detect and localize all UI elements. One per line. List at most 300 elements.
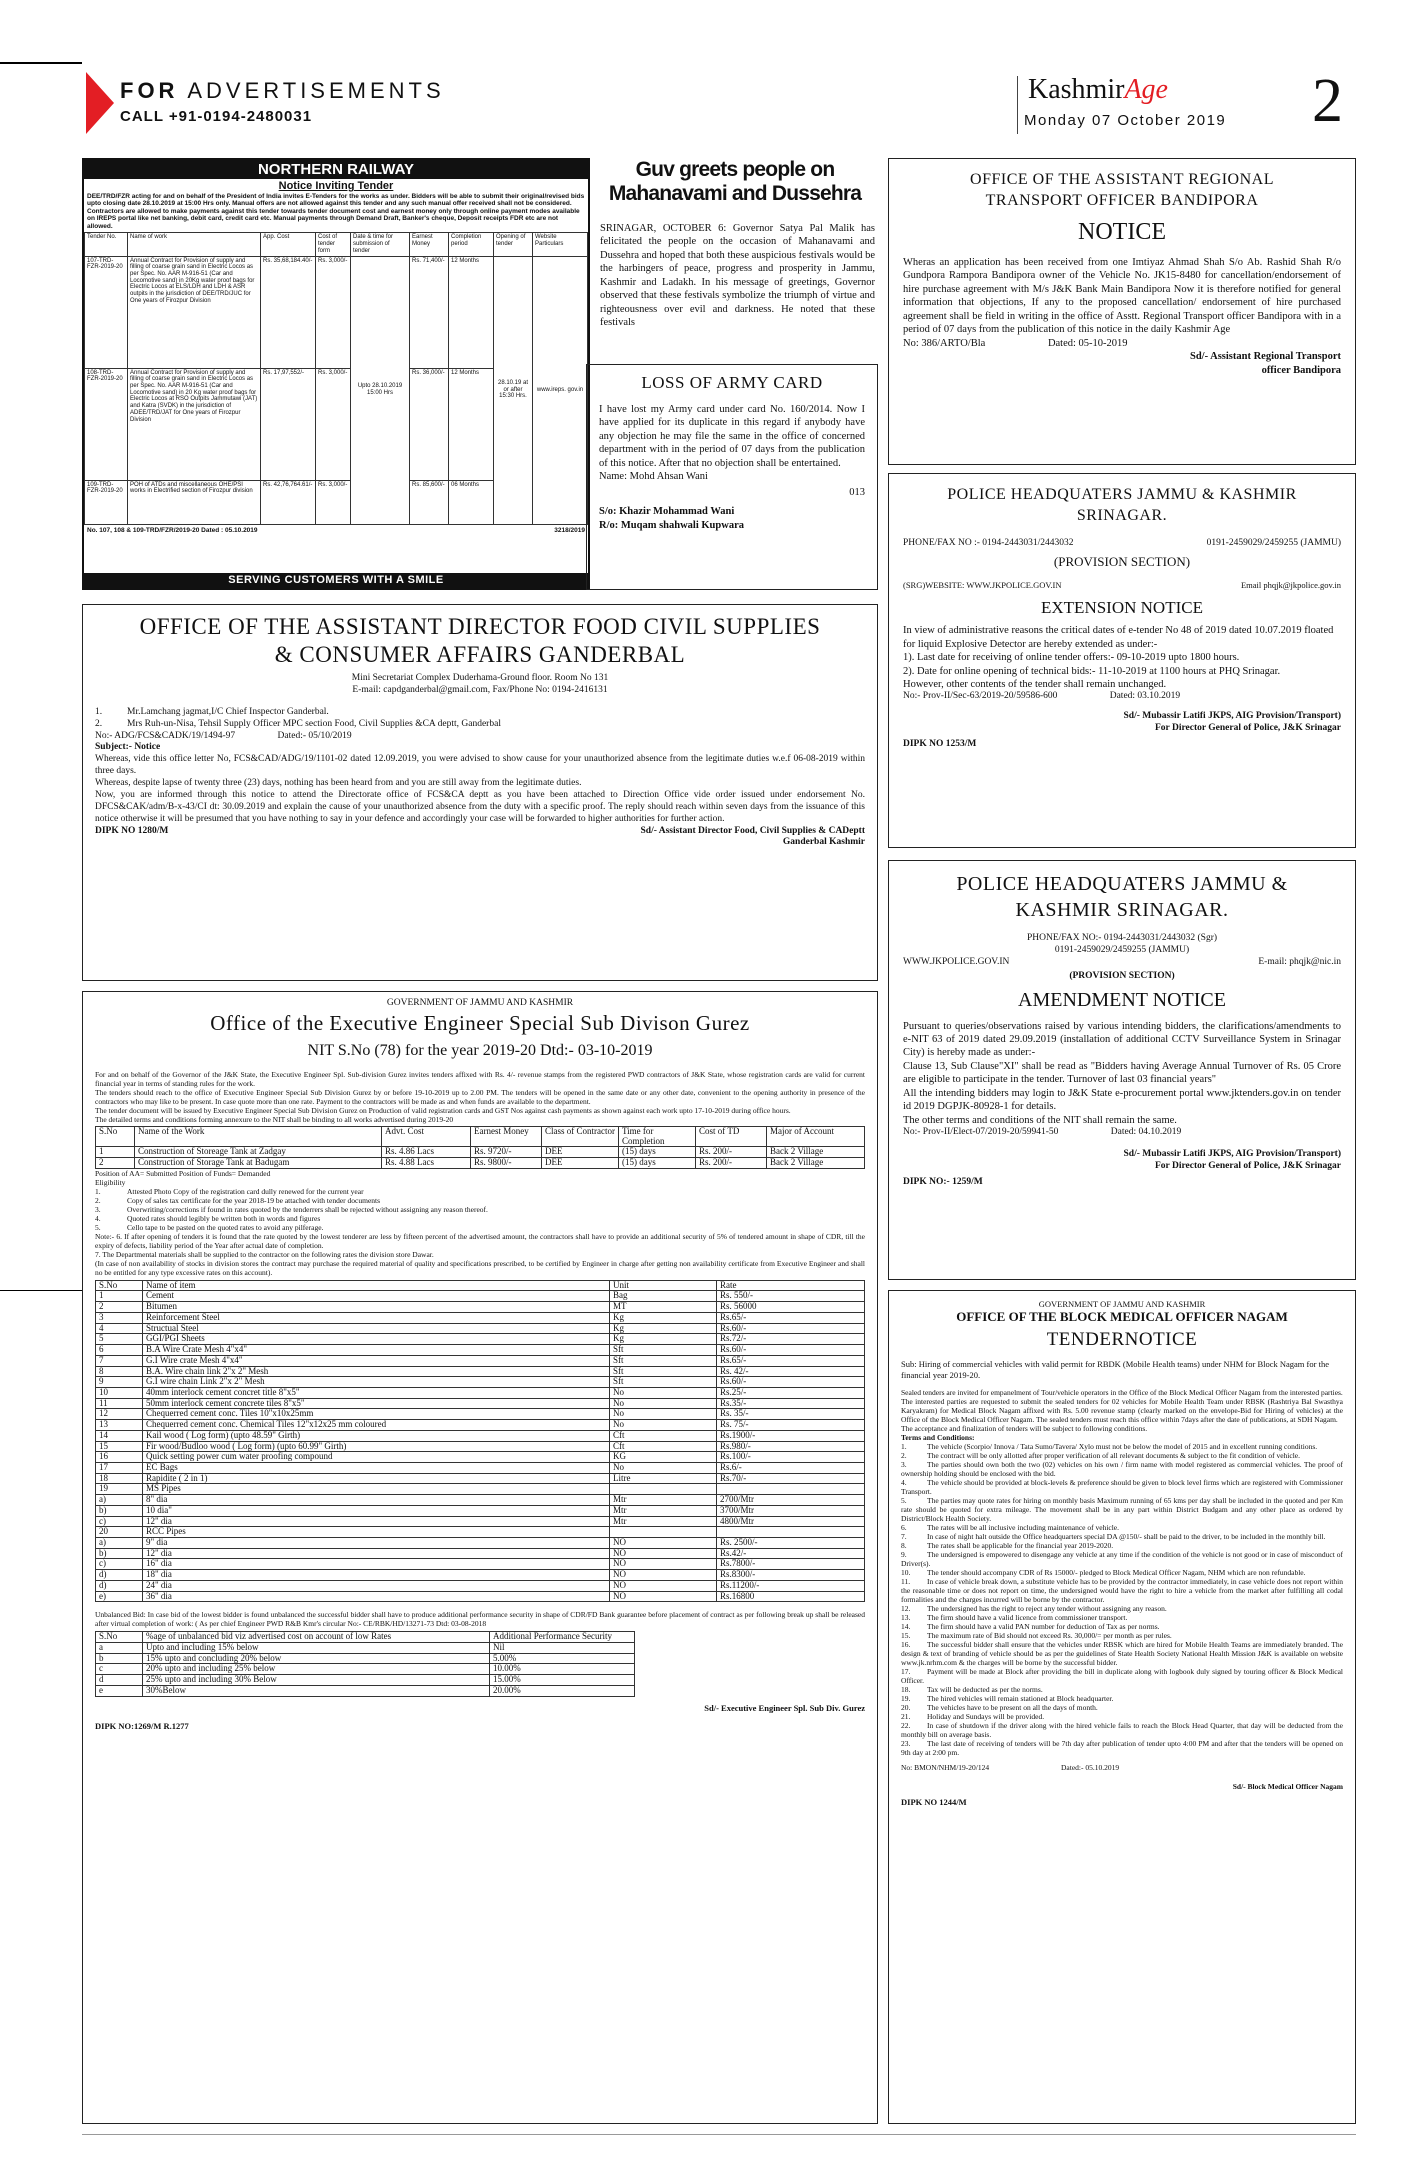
list-item	[901, 1631, 1343, 1640]
rh-5: Earnest Money	[410, 233, 449, 256]
rr2-period: 06 Months	[449, 480, 494, 524]
w1-2: Rs. 4.88 Lacs	[382, 1158, 471, 1169]
list-item	[901, 1685, 1343, 1694]
gurez-ub_rows-4-1: 30%Below	[143, 1685, 490, 1696]
rr2-form: Rs. 3,000/-	[316, 480, 351, 524]
gurez-materials-22-0: 20	[96, 1527, 143, 1538]
gurez-ub_rows-4-2: 20.00%	[490, 1685, 635, 1696]
food-no: No:- ADG/FCS&CADK/19/1494-97	[95, 730, 236, 741]
gurez-ub_rows-2-2: 10.00%	[490, 1664, 635, 1675]
guv-body: SRINAGAR, OCTOBER 6: Governor Satya Pal Malik has felicitated the people on the occasion of Mahanavami and Dussehra and hoped that both these auspicious festivals would be the harbingers of peace, progress and prosperity in Jammu, Kashmir and Ladakh. In his message of greetings, Governor observed that these festivals symbolize the triumph of virtue and righteousness over evil and darkness. He noted that these festivals	[600, 223, 875, 329]
rh-1: Name of work	[128, 233, 261, 256]
rh-4: Date & time for submission of tender	[351, 233, 410, 256]
wh-1: Name of the Work	[135, 1126, 382, 1146]
w1-6: Rs. 200/-	[696, 1158, 767, 1169]
bmo-term-num: 23.	[901, 1739, 911, 1749]
arto-sign1: Sd/- Assistant Regional Transport	[1189, 351, 1341, 363]
food-title: OFFICE OF THE ASSISTANT DIRECTOR FOOD CIVIL SUPPLIES & CONSUMER AFFAIRS GANDERBAL	[139, 614, 821, 667]
bmo-govt: GOVERNMENT OF JAMMU AND KASHMIR	[1038, 1299, 1206, 1309]
table-row	[96, 1484, 865, 1495]
food-dipk: DIPK NO 1280/M	[95, 825, 169, 836]
table-row	[96, 1527, 865, 1538]
gurez-materials-6-1: G.I Wire crate Mesh 4"x4"	[143, 1355, 610, 1366]
bmo-term-num: 14.	[901, 1622, 911, 1632]
el1-n: 2.	[95, 1195, 101, 1205]
railway-intro: DEE/TRD/FZR acting for and on behalf of the President of India invites E-Tenders for the works as under. Bidders will be able to submit their original/revised bids upto closing date 28.10.2019 at 15:00 Hrs only. Manual offers are not allowed against this tender and any such manual offer received shall not be considered. Contractors are allowed to make payments against this tender towards tender document cost and earnest money only through online payment modes available on IREPS portal like net banking, debit card, credit card etc. Manual payments through Demand Draft, Banker's cheque, Deposit receipts FDR etc are not allowed.	[87, 193, 585, 230]
list-item	[901, 1496, 1343, 1523]
gurez-materials-1-3: Rs. 56000	[717, 1302, 865, 1313]
bmo-term-num: 4.	[901, 1478, 907, 1488]
food-l1-t: Mrs Ruh-un-Nisa, Tehsil Supply Officer MPC section Food, Civil Supplies &CA deptt, Ganderbal	[127, 718, 501, 729]
gurez-materials-7-0: 8	[96, 1366, 143, 1377]
gurez-materials-4-2: Kg	[610, 1334, 717, 1345]
ads-word: ADVERTISEMENTS	[187, 78, 445, 103]
rr0-form: Rs. 3,000/-	[316, 256, 351, 368]
gurez-materials-19-2: Mtr	[610, 1495, 717, 1506]
gurez-materials-12-3: Rs. 75/-	[717, 1420, 865, 1431]
gurez-materials-0-1: Cement	[143, 1291, 610, 1302]
arto-notice-ad	[888, 158, 1356, 465]
rr1-work: Annual Contract for Provision of supply and filling of coarse grain sand in Electric Locos as per Spec. No. AAR M-916-51 (Car and Locomotive sand) in 20 Kg water proof bags for Electric Locos at RSO Outpits Jammutawi (JAT) and Katra (SVDK) in the jurisdiction of ADEE/TRD/JAT for One years of Firozpur Division	[128, 368, 261, 480]
table-row	[96, 1570, 865, 1581]
for-word: FOR	[120, 78, 179, 103]
police1-no: No:- Prov-II/Sec-63/2019-20/59586-600	[903, 691, 1058, 702]
gurez-title: Office of the Executive Engineer Special Sub Divison Gurez	[210, 1010, 750, 1035]
gurez-materials-1-0: 2	[96, 1302, 143, 1313]
gurez-materials-19-3: 2700/Mtr	[717, 1495, 865, 1506]
arto-title: OFFICE OF THE ASSISTANT REGIONAL TRANSPORT OFFICER BANDIPORA	[970, 171, 1274, 209]
list-item	[901, 1523, 1343, 1532]
gurez-materials-25-3: Rs.7800/-	[717, 1559, 865, 1570]
bmo-term-num: 7.	[901, 1532, 907, 1542]
table-row	[96, 1675, 635, 1686]
gurez-materials-5-1: B.A Wire Crate Mesh 4"x4"	[143, 1345, 610, 1356]
bmo-term-num: 19.	[901, 1694, 911, 1704]
el0-t: Attested Photo Copy of the registration card dully renewed for the current year	[127, 1186, 364, 1196]
table-row	[96, 1591, 865, 1602]
bmo-term-num: 22.	[901, 1721, 911, 1731]
gurez-materials-13-3: Rs.1900/-	[717, 1430, 865, 1441]
table-row	[96, 1398, 865, 1409]
wh-0: S.No	[96, 1126, 135, 1146]
police2-p3: All the intending bidders may login to J&K State e-procurement portal www.jktenders.gov.in on tender id 2019 DGPJK-80928-1 for details.	[903, 1087, 1341, 1113]
page-number: 2	[1312, 67, 1343, 135]
gurez-materials-4-3: Rs.72/-	[717, 1334, 865, 1345]
gurez-elig-list	[95, 1187, 865, 1232]
railway-header: NORTHERN RAILWAY	[84, 160, 588, 179]
rr1-em: Rs. 36,000/-	[410, 368, 449, 480]
rr0-cost: Rs. 35,68,184.40/-	[261, 256, 316, 368]
gurez-ub_rows-0-0: a	[96, 1643, 143, 1654]
table-row	[85, 256, 588, 368]
gurez-dipk: DIPK NO:1269/M R.1277	[95, 1720, 189, 1731]
bmo-term-text: The last date of receiving of tenders will be 7th day after publication of tender upto 4:00 PM and after that the tenders will be opened on 9th day at 2:00 pm.	[901, 1739, 1343, 1758]
gurez-materials-11-1: Chequerred cement conc. Tiles 10"x10x25mm	[143, 1409, 610, 1420]
gurez-materials-17-3: Rs.70/-	[717, 1473, 865, 1484]
rr0-work: Annual Contract for Provision of supply and filling of coarse grain sand in Electric Locos as per Spec. No. AAR M-916-51 (Car and Locomotive sand) in 20Kg water proof bags for Electric Locos at ELS/LDH and LDH & ASR outpits in the jurisdiction of DEE/TRD/JUC for One years of Firozpur Division	[128, 256, 261, 368]
list-item	[95, 1214, 865, 1223]
gurez-position: Position of AA= Submitted Position of Funds= Demanded	[95, 1168, 271, 1178]
railway-code: 3218/2019	[554, 526, 585, 534]
gurez-materials-8-2: Sft	[610, 1377, 717, 1388]
rh-8: Website Particulars	[533, 233, 588, 256]
gurez-materials-table	[95, 1280, 865, 1603]
list-item	[901, 1442, 1343, 1451]
gurez-materials-13-1: Kail wood ( Log form) (upto 48.59" Girth)	[143, 1430, 610, 1441]
gurez-note7: 7. The Departmental materials shall be supplied to the contractor on the following rates the division store Dawar.	[95, 1249, 434, 1259]
bmo-terms-heading: Terms and Conditions:	[901, 1433, 975, 1443]
bmo-term-text: The vehicle should be provided at block-levels & preference should be given to block level firms which are registered with Commissioner Transport.	[901, 1478, 1343, 1497]
gurez-materials-3-0: 4	[96, 1323, 143, 1334]
uh-0: S.No	[96, 1632, 143, 1643]
railway-ad	[82, 158, 590, 590]
gurez-materials-19-1: 8" dia	[143, 1495, 610, 1506]
list-item	[901, 1577, 1343, 1604]
gurez-materials-9-0: 10	[96, 1387, 143, 1398]
gurez-materials-21-2: Mtr	[610, 1516, 717, 1527]
gurez-materials-9-2: No	[610, 1387, 717, 1398]
w0-4: DEE	[542, 1147, 619, 1158]
gurez-materials-3-2: Kg	[610, 1323, 717, 1334]
list-item	[901, 1451, 1343, 1460]
list-item	[901, 1667, 1343, 1685]
gurez-materials-25-1: 16" dia	[143, 1559, 610, 1570]
bmo-term-text: The hired vehicles will remain stationed at Block headquarter.	[927, 1694, 1114, 1704]
gurez-materials-23-3: Rs. 2500/-	[717, 1538, 865, 1549]
police1-l2: 2). Date for online opening of technical bids:- 11-10-2019 at 1100 hours at PHQ Srinagar.	[903, 665, 1281, 677]
table-row	[96, 1355, 865, 1366]
food-l1-n: 2.	[95, 718, 103, 729]
arto-body: Wheras an application has been received from one Imtiyaz Ahmad Shah S/o Ab. Rashid Shah R/o Gundpora Rampora Bandipora owner of the Vehicle No. JK15-8480 for cancellation/endorsement of hire purchase agreement with M/s J&K Bank Main Bandipora Now it is therefore notified for general information that objections, If any to the proposed cancellation/ endorsement of hire purchased agreement shall be field in writing in the office of Asstt. Regional Transport officer Bandipora with in a period of 07 days from the publication of this notice in the daily Kashmir Age	[903, 257, 1341, 336]
gurez-tender-ad	[82, 991, 878, 2124]
gurez-materials-2-0: 3	[96, 1312, 143, 1323]
bmo-term-num: 20.	[901, 1703, 911, 1713]
gurez-materials-7-1: B.A. Wire chain link 2"x 2" Mesh	[143, 1366, 610, 1377]
gurez-materials-2-1: Reinforcement Steel	[143, 1312, 610, 1323]
table-row	[96, 1312, 865, 1323]
food-l0-n: 1.	[95, 706, 103, 717]
w1-7: Back 2 Village	[767, 1158, 865, 1169]
bmo-dated: Dated:- 05.10.2019	[1061, 1763, 1120, 1773]
w1-3: Rs. 9800/-	[471, 1158, 542, 1169]
rh-2: App. Cost	[261, 233, 316, 256]
table-row	[96, 1291, 865, 1302]
bmo-term-num: 6.	[901, 1523, 907, 1533]
bmo-term-text: The parties may quote rates for hiring on monthly basis Maximum running of 65 kms per day shall be included in the quoted and per Km rate should be quoted for extra mileage. The movement shall be in any part within District Budgam and any other place as ordered by District/Block Health Society.	[901, 1496, 1343, 1524]
wh-5: Time for Completion	[619, 1126, 696, 1146]
gurez-materials-23-0: a)	[96, 1538, 143, 1549]
arto-notice: NOTICE	[1078, 219, 1166, 245]
bmo-p3: The acceptance and finalization of tenders will be subject to following conditions.	[901, 1424, 1148, 1434]
police2-p1: Pursuant to queries/observations raised by various intending bidders, the clarifications/amendments to e-NIT 63 of 2019 dated 29.09.2019 (installation of additional CCTV Surveillance System in Srinagar City) is hereby made as under:-	[903, 1020, 1341, 1059]
army-name: Name: Mohd Ahsan Wani	[599, 471, 708, 483]
police-extension-ad	[888, 473, 1356, 848]
gurez-nit: NIT S.No (78) for the year 2019-20 Dtd:- 03-10-2019	[307, 1041, 653, 1059]
bmo-term-text: In case of vehicle break down, a substitute vehicle has to be provided by the contractor immediately, in case vehicle does not report within the reasonable time or does not report on time, the undersigned would have the right to hire a vehicle from the market after fulfilling all codal formalities and the charges incurred will be borne by the contractor.	[901, 1577, 1343, 1605]
army-title: LOSS OF ARMY CARD	[641, 373, 823, 392]
w1-5: (15) days	[619, 1158, 696, 1169]
army-ro: R/o: Muqam shahwali Kupwara	[599, 519, 744, 531]
gurez-materials-5-0: 6	[96, 1345, 143, 1356]
table-row	[96, 1345, 865, 1356]
gurez-materials-1-2: MT	[610, 1302, 717, 1313]
bmo-term-num: 13.	[901, 1613, 911, 1623]
gurez-govt: GOVERNMENT OF JAMMU AND KASHMIR	[386, 998, 574, 1008]
gurez-materials-4-0: 5	[96, 1334, 143, 1345]
gurez-unbal-table	[95, 1631, 635, 1696]
gurez-ub_rows-1-0: b	[96, 1653, 143, 1664]
gurez-eligibility: Eligibility	[95, 1177, 126, 1187]
gurez-materials-2-2: Kg	[610, 1312, 717, 1323]
army-so: S/o: Khazir Mohammad Wani	[599, 506, 735, 518]
police2-notice: AMENDMENT NOTICE	[1018, 988, 1226, 1011]
arto-dated: Dated: 05-10-2019	[1047, 337, 1128, 349]
table-row	[96, 1580, 865, 1591]
bmo-term-num: 12.	[901, 1604, 911, 1614]
gurez-materials-0-0: 1	[96, 1291, 143, 1302]
table-row	[96, 1548, 865, 1559]
mh-3: Rate	[717, 1280, 865, 1291]
gurez-materials-0-3: Rs. 550/-	[717, 1291, 865, 1302]
ad-call-line: CALL +91-0194-2480031	[120, 108, 313, 125]
w0-3: Rs. 9720/-	[471, 1147, 542, 1158]
gurez-note6: Note:- 6. If after opening of tenders it is found that the rate quoted by the lowest tenderer are less by fifteen percent of the advertised amount, the contractors shall have to provide an additional security of 5% of tendered amount in shape of CDR, till the expiry of defects, liability period of the Year after actual date of completion.	[95, 1231, 865, 1250]
bmo-term-num: 10.	[901, 1568, 911, 1578]
gurez-materials-11-3: Rs. 35/-	[717, 1409, 865, 1420]
gurez-materials-20-3: 3700/Mtr	[717, 1505, 865, 1516]
table-row	[96, 1420, 865, 1431]
gurez-materials-17-2: Litre	[610, 1473, 717, 1484]
police2-p4: The other terms and conditions of the NIT shall remain the same.	[903, 1114, 1177, 1126]
w1-0: 2	[96, 1158, 135, 1169]
arto-no: No: 386/ARTO/Bla	[903, 337, 986, 349]
bmo-term-num: 3.	[901, 1460, 907, 1470]
police2-sign1: Sd/- Mubassir Latifi JKPS, AIG Provision/Transport)	[1123, 1148, 1341, 1159]
gurez-materials-5-2: Sft	[610, 1345, 717, 1356]
list-item	[901, 1712, 1343, 1721]
gurez-p2: The tenders should reach to the office of Executive Engineer Special Sub Division Gurez by or before 19-10-2019 up to 2.00 PM. The tenders will be opened in the same date or any other date, convenient to the opening authority in presence of the contractors who may like to be present. In case quote more than one rate. Payment to the contractors will be made as and when funds are available to the department.	[95, 1087, 865, 1106]
table-row	[96, 1559, 865, 1570]
police2-dated: Dated: 04.10.2019	[1110, 1127, 1182, 1137]
bmo-term-text: The rates shall be applicable for the financial year 2019-2020.	[927, 1541, 1114, 1551]
gurez-materials-16-1: EC Bags	[143, 1462, 610, 1473]
gurez-materials-22-1: RCC Pipes	[143, 1527, 610, 1538]
gurez-materials-21-3: 4800/Mtr	[717, 1516, 865, 1527]
railway-slogan: SERVING CUSTOMERS WITH A SMILE	[84, 573, 588, 588]
gurez-ub_rows-2-0: c	[96, 1664, 143, 1675]
table-row	[96, 1495, 865, 1506]
gurez-materials-6-3: Rs.65/-	[717, 1355, 865, 1366]
gurez-materials-14-3: Rs.980/-	[717, 1441, 865, 1452]
bmo-term-num: 8.	[901, 1541, 907, 1551]
gurez-ub_rows-0-1: Upto and including 15% below	[143, 1643, 490, 1654]
wh-4: Class of Contractor	[542, 1126, 619, 1146]
gurez-materials-0-2: Bag	[610, 1291, 717, 1302]
table-row	[96, 1653, 635, 1664]
bmo-term-num: 17.	[901, 1667, 911, 1677]
bmo-term-num: 16.	[901, 1640, 911, 1650]
police1-p1: In view of administrative reasons the critical dates of e-tender No 48 of 2019 dated 10.07.2019 floated for liquid Explosive Detector are hereby extended as under:-	[903, 625, 1334, 650]
gurez-materials-18-0: 19	[96, 1484, 143, 1495]
rr2-no: 109-TRD-FZR-2019-20	[85, 480, 128, 524]
gurez-materials-16-2: No	[610, 1462, 717, 1473]
w1-4: DEE	[542, 1158, 619, 1169]
uh-1: %age of unbalanced bid viz advertised cost on account of low Rates	[143, 1632, 490, 1643]
table-row	[96, 1505, 865, 1516]
gurez-materials-3-1: Structual Steel	[143, 1323, 610, 1334]
food-addr1: Mini Secretariat Complex Duderhama-Ground floor. Room No 131	[351, 673, 609, 683]
gurez-materials-22-3	[717, 1527, 865, 1538]
w1-1: Construction of Storage Tank at Badugam	[135, 1158, 382, 1169]
list-item	[901, 1622, 1343, 1631]
w0-5: (15) days	[619, 1147, 696, 1158]
gurez-materials-5-3: Rs.60/-	[717, 1345, 865, 1356]
table-row	[96, 1323, 865, 1334]
list-item	[901, 1532, 1343, 1541]
el1-t: Copy of sales tax certificate for the year 2018-19 be attached with tender documents	[127, 1195, 381, 1205]
gurez-materials-4-1: GGI/PGI Sheets	[143, 1334, 610, 1345]
police2-no: No:- Prov-II/Elect-07/2019-20/59941-50	[903, 1127, 1059, 1137]
rr2-work: POH of ATDs and miscellaneous OHE/PSI works in Electrified section of Firozpur division	[128, 480, 261, 524]
gurez-materials-18-1: MS Pipes	[143, 1484, 610, 1495]
gurez-note7b: (In case of non availability of stocks in division stores the contract may purchase the required material of quality and specifications prescribed, to be certified by Engineer in charge after getting non availability certificate from Executive Engineer and shall no be entitled for any type excessive rates on this account).	[95, 1258, 865, 1277]
gurez-materials-14-1: Fir wood/Budloo wood ( Log form) (upto 60.99" Girth)	[143, 1441, 610, 1452]
police2-email: E-mail: phqjk@nic.in	[1258, 956, 1341, 967]
gurez-materials-28-1: 36" dia	[143, 1591, 610, 1602]
rh-3: Cost of tender form	[316, 233, 351, 256]
railway-ref: No. 107, 108 & 109-TRD/FZR/2019-20 Dated : 05.10.2019	[87, 526, 258, 534]
bottom-rule	[82, 2134, 1356, 2135]
bmo-term-text: The vehicle (Scorpio/ Innova / Tata Sumo/Tavera/ Xylo must not be below the model of 2015 and in excellent running conditions.	[927, 1442, 1318, 1452]
gurez-materials-7-2: Sft	[610, 1366, 717, 1377]
bmo-term-text: The tender should accompany CDR of Rs 15000/- pledged to Block Medical Officer Nagam, NHM which are non refundable.	[927, 1568, 1306, 1578]
police2-website: WWW.JKPOLICE.GOV.IN	[903, 956, 1010, 967]
left-rule	[0, 1290, 82, 1291]
rh-0: Tender No.	[85, 233, 128, 256]
police1-website: (SRG)WEBSITE: WWW.JKPOLICE.GOV.IN	[903, 579, 1062, 590]
gurez-materials-28-0: e)	[96, 1591, 143, 1602]
gurez-materials-6-0: 7	[96, 1355, 143, 1366]
bmo-title: TENDERNOTICE	[1046, 1329, 1198, 1351]
food-subject: Subject:- Notice	[95, 742, 161, 753]
gurez-materials-16-0: 17	[96, 1462, 143, 1473]
bmo-term-text: The parties should own both the two (02) vehicles on his own / firm name with model registered as commercial vehicles. The proof of ownership holding should be enclosed with the bid.	[901, 1460, 1343, 1479]
rr1-period: 12 Months	[449, 368, 494, 480]
gurez-sign: Sd/- Executive Engineer Spl. Sub Div. Gurez	[704, 1702, 865, 1713]
list-item	[901, 1694, 1343, 1703]
gurez-materials-20-0: b)	[96, 1505, 143, 1516]
logo-main: Kashmir	[1028, 74, 1125, 105]
list-item	[901, 1541, 1343, 1550]
rr2-cost: Rs. 42,76,764.61/-	[261, 480, 316, 524]
list-item	[95, 1187, 865, 1196]
el4-n: 5.	[95, 1222, 101, 1232]
gurez-works-table	[95, 1126, 865, 1169]
list-item	[901, 1703, 1343, 1712]
r-website: www.ireps. gov.in	[533, 256, 588, 524]
table-row	[96, 1147, 865, 1158]
gurez-materials-7-3: Rs. 42/-	[717, 1366, 865, 1377]
gurez-ub_rows-2-1: 20% upto and including 25% below	[143, 1664, 490, 1675]
gurez-ub_rows-0-2: Nil	[490, 1643, 635, 1654]
police-amendment-ad	[888, 860, 1356, 1280]
gurez-materials-10-2: No	[610, 1398, 717, 1409]
gurez-materials-24-3: Rs.42/-	[717, 1548, 865, 1559]
gurez-materials-27-3: Rs.11200/-	[717, 1580, 865, 1591]
table-row	[96, 1366, 865, 1377]
bmo-term-text: The contract will be only allotted after proper verification of all relevant documents & subject to the fit condition of vehicle.	[927, 1451, 1300, 1461]
gurez-materials-12-0: 13	[96, 1420, 143, 1431]
table-row	[96, 1516, 865, 1527]
mh-2: Unit	[610, 1280, 717, 1291]
gurez-materials-15-2: KG	[610, 1452, 717, 1463]
gurez-ub_rows-3-1: 25% upto and including 30% Below	[143, 1675, 490, 1686]
table-row	[96, 1302, 865, 1313]
bmo-term-text: Payment will be made at Block after providing the bill in duplicate along with logbook duly signed by touring officer & Block Medical Officer.	[901, 1667, 1343, 1686]
bmo-term-num: 21.	[901, 1712, 911, 1722]
gurez-ub_rows-4-0: e	[96, 1685, 143, 1696]
railway-footer	[84, 525, 588, 536]
el2-n: 3.	[95, 1204, 101, 1214]
mh-0: S.No	[96, 1280, 143, 1291]
gurez-materials-22-2	[610, 1527, 717, 1538]
bmo-dipk: DIPK NO 1244/M	[901, 1797, 967, 1808]
gurez-materials-12-1: Chequerred cement conc. Chemical Tiles 12"x12x25 mm coloured	[143, 1420, 610, 1431]
bmo-p1: Sealed tenders are invited for empanelment of Tour/vehicle operators in the Office of the Block Medical Officer Nagam from the interested parties.	[901, 1388, 1343, 1398]
gurez-materials-28-3: Rs.16800	[717, 1591, 865, 1602]
list-item	[95, 1223, 865, 1232]
el3-t: Quoted rates should legibly be written both in words and figures	[127, 1213, 321, 1223]
ad-banner-arrow	[86, 72, 114, 134]
rh-6: Completion period	[449, 233, 494, 256]
bmo-term-num: 18.	[901, 1685, 911, 1695]
gurez-materials-26-3: Rs.8300/-	[717, 1570, 865, 1581]
gurez-materials-12-2: No	[610, 1420, 717, 1431]
gurez-materials-28-2: NO	[610, 1591, 717, 1602]
gurez-materials-6-2: Sft	[610, 1355, 717, 1366]
gurez-materials-26-0: d)	[96, 1570, 143, 1581]
gurez-materials-10-3: Rs.35/-	[717, 1398, 865, 1409]
gurez-materials-20-1: 10 dia"	[143, 1505, 610, 1516]
ad-banner-title	[120, 78, 445, 104]
food-l0-t: Mr.Lamchang jagmat,I/C Chief Inspector Ganderbal.	[127, 706, 329, 717]
police1-phone: PHONE/FAX NO :- 0194-2443031/2443032	[903, 538, 1074, 548]
table-row	[96, 1334, 865, 1345]
gurez-materials-27-1: 24" dia	[143, 1580, 610, 1591]
gurez-materials-15-3: Rs.100/-	[717, 1452, 865, 1463]
gurez-materials-10-1: 50mm interlock cement concrete tiles 8"x5"	[143, 1398, 610, 1409]
table-row	[96, 1430, 865, 1441]
gurez-materials-14-0: 15	[96, 1441, 143, 1452]
gurez-materials-9-1: 40mm interlock cement concret title 8"x5"	[143, 1387, 610, 1398]
gurez-materials-24-2: NO	[610, 1548, 717, 1559]
police1-dated: Dated: 03.10.2019	[1109, 691, 1181, 702]
newspaper-logo	[1028, 74, 1168, 106]
bmo-term-num: 5.	[901, 1496, 907, 1506]
mh-1: Name of item	[143, 1280, 610, 1291]
gurez-materials-26-2: NO	[610, 1570, 717, 1581]
gurez-materials-25-2: NO	[610, 1559, 717, 1570]
bmo-sign: Sd/- Block Medical Officer Nagam	[1232, 1782, 1343, 1792]
arto-sign2: officer Bandipora	[1261, 364, 1341, 376]
w0-7: Back 2 Village	[767, 1147, 865, 1158]
list-item	[901, 1568, 1343, 1577]
police1-dipk: DIPK NO 1253/M	[903, 739, 977, 750]
el0-n: 1.	[95, 1186, 101, 1196]
uh-2: Additional Performance Security	[490, 1632, 635, 1643]
gurez-materials-24-0: b)	[96, 1548, 143, 1559]
table-row	[96, 1473, 865, 1484]
